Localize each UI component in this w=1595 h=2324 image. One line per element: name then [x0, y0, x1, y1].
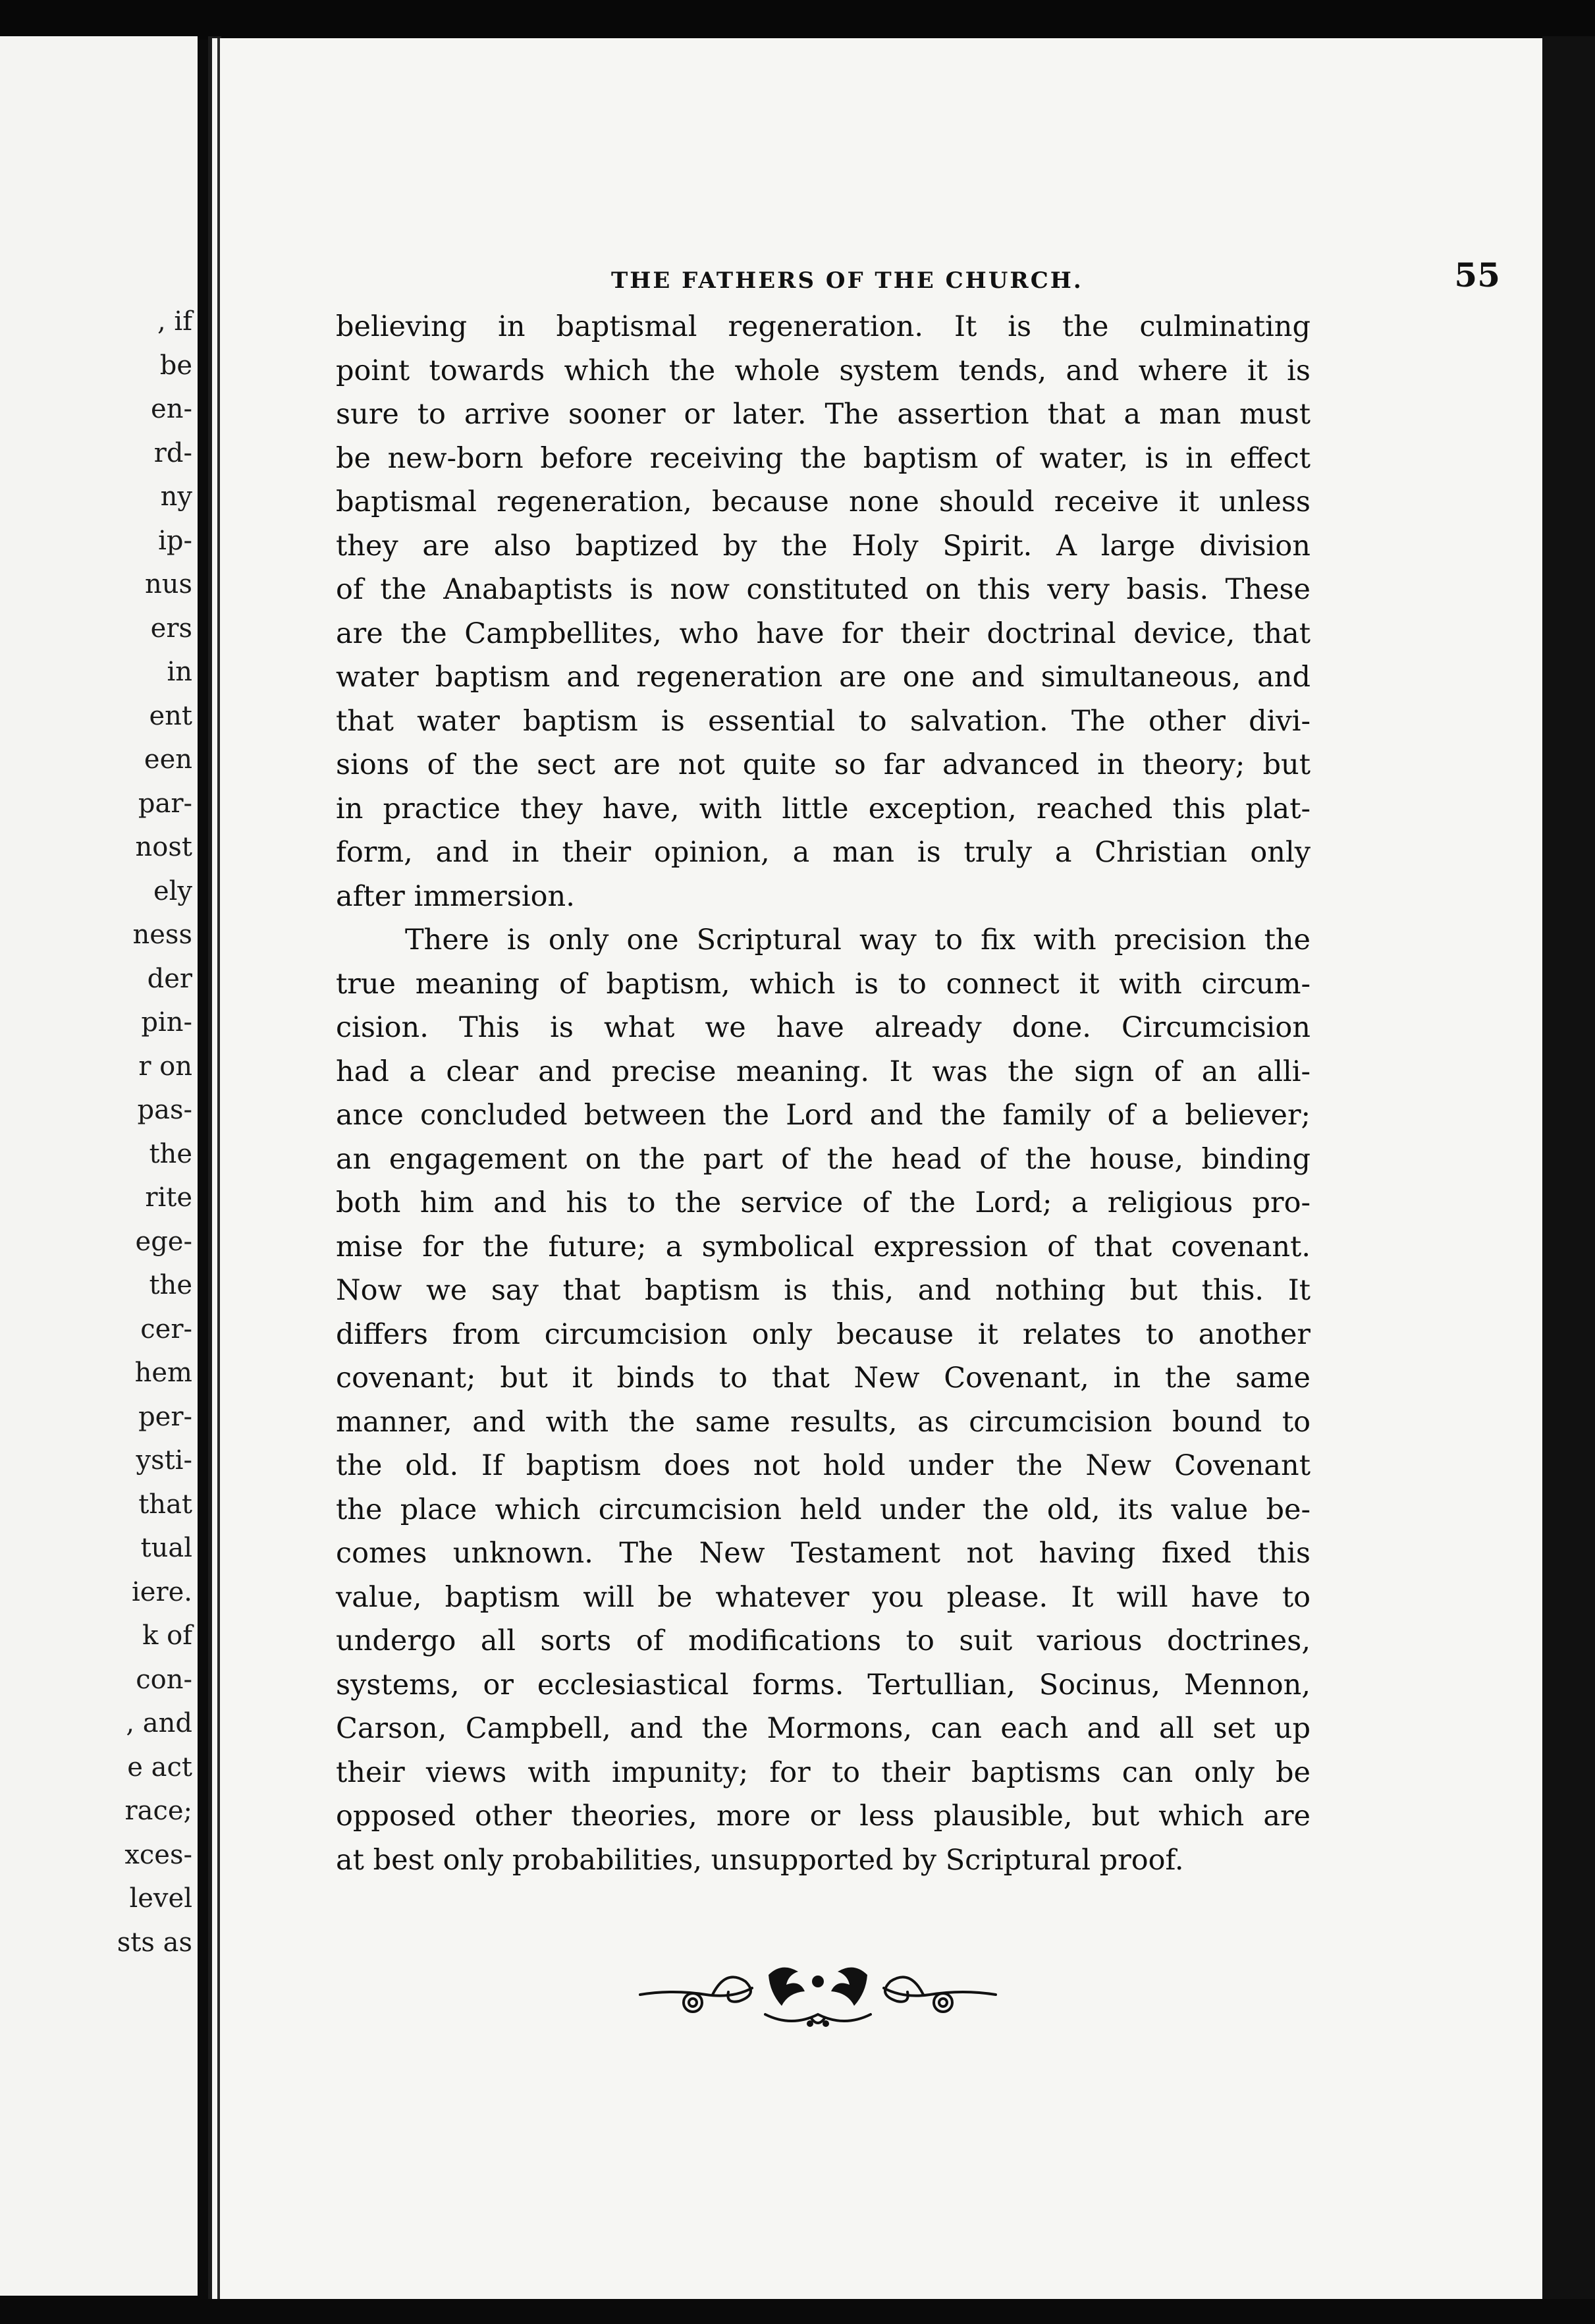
- facing-page-line-fragment: nost: [135, 832, 192, 862]
- facing-page-line-fragment: iere.: [132, 1576, 192, 1607]
- text-line: both him and his to the service of the Lord; a religious pro-: [336, 1186, 1311, 1219]
- fleuron-ornament-icon: [634, 1955, 1002, 2034]
- facing-page-line-fragment: rd-: [153, 437, 192, 468]
- text-line: manner, and with the same results, as circumcision bound to: [336, 1405, 1311, 1439]
- text-line: There is only one Scriptural way to fix with precision the: [405, 924, 1311, 956]
- facing-page-line-fragment: tual: [140, 1533, 192, 1563]
- book-page: [212, 38, 1542, 2299]
- text-line: are the Campbellites, who have for their doctrinal device, that: [336, 617, 1311, 650]
- facing-page-line-fragment: par-: [138, 788, 192, 819]
- text-line: Carson, Campbell, and the Mormons, can each and all set up: [336, 1712, 1311, 1745]
- page-number: 55: [1454, 256, 1500, 294]
- text-line: sure to arrive sooner or later. The assertion that a man must: [336, 398, 1311, 431]
- text-line: Now we say that baptism is this, and nothing but this. It: [336, 1274, 1311, 1307]
- scan-bottom-border: [0, 2299, 1595, 2324]
- facing-page-line-fragment: the: [149, 1138, 192, 1169]
- facing-page-line-fragment: r on: [138, 1051, 192, 1082]
- facing-page-fragment: [0, 36, 198, 2296]
- facing-page-line-fragment: level: [129, 1883, 192, 1914]
- text-line: at best only probabilities, unsupported by Scriptural proof.: [336, 1843, 1184, 1877]
- facing-page-line-fragment: con-: [136, 1664, 192, 1695]
- text-line: comes unknown. The New Testament not having fixed this: [336, 1537, 1311, 1570]
- facing-page-line-fragment: ysti-: [136, 1445, 192, 1476]
- text-line: opposed other theories, more or less plausible, but which are: [336, 1800, 1311, 1833]
- facing-page-line-fragment: sts as: [117, 1927, 192, 1958]
- running-head-title: THE FATHERS OF THE CHURCH.: [611, 267, 1083, 294]
- facing-page-line-fragment: e act: [127, 1752, 192, 1783]
- text-line: after immersion.: [336, 879, 575, 913]
- facing-page-line-fragment: in: [167, 657, 192, 687]
- text-line: believing in baptismal regeneration. It is the culminating: [336, 310, 1311, 343]
- paragraph-2: [336, 918, 1311, 1882]
- facing-page-line-fragment: cer-: [140, 1314, 192, 1344]
- facing-page-line-fragment: der: [147, 963, 192, 994]
- facing-page-line-fragment: ers: [150, 613, 192, 644]
- body-text: [336, 305, 1311, 1882]
- facing-page-line-fragment: k of: [142, 1620, 192, 1651]
- facing-page-line-fragment: rite: [145, 1182, 192, 1213]
- text-line: sions of the sect are not quite so far advanced in theory; but: [336, 748, 1311, 781]
- facing-page-line-fragment: ent: [149, 700, 192, 731]
- text-line: the old. If baptism does not hold under the New Covenant: [336, 1449, 1311, 1482]
- facing-page-line-fragment: , if: [157, 306, 192, 337]
- text-line: in practice they have, with little exception, reached this plat-: [336, 792, 1311, 825]
- text-line: covenant; but it binds to that New Covenant, in the same: [336, 1362, 1311, 1395]
- facing-page-line-fragment: per-: [138, 1401, 192, 1432]
- text-line: water baptism and regeneration are one and simultaneous, and: [336, 661, 1311, 694]
- text-line: their views with impunity; for to their baptisms can only be: [336, 1756, 1311, 1789]
- facing-page-line-fragment: ip-: [158, 525, 192, 556]
- facing-page-line-fragment: race;: [124, 1796, 192, 1826]
- facing-page-line-fragment: pin-: [141, 1007, 192, 1038]
- facing-page-line-fragment: xces-: [124, 1839, 192, 1870]
- text-line: value, baptism will be whatever you please. It will have to: [336, 1580, 1311, 1614]
- text-line: mise for the future; a symbolical expression of that covenant.: [336, 1230, 1311, 1263]
- facing-page-line-fragment: that: [138, 1489, 192, 1520]
- text-line: an engagement on the part of the head of the house, binding: [336, 1142, 1311, 1176]
- facing-page-text: [100, 300, 192, 1964]
- scan-top-border: [0, 0, 1595, 40]
- facing-page-line-fragment: pas-: [137, 1095, 192, 1125]
- facing-page-line-fragment: nus: [144, 569, 192, 599]
- paragraph-1: [336, 305, 1311, 918]
- facing-page-line-fragment: en-: [151, 394, 192, 424]
- facing-page-line-fragment: ny: [160, 482, 192, 512]
- facing-page-line-fragment: een: [144, 744, 192, 775]
- text-line: undergo all sorts of modifications to suit various doctrines,: [336, 1624, 1311, 1657]
- text-line: had a clear and precise meaning. It was the sign of an alli-: [336, 1055, 1311, 1088]
- text-line: cision. This is what we have already done. Circumcision: [336, 1011, 1311, 1044]
- text-line: be new-born before receiving the baptism of water, is in effect: [336, 441, 1311, 475]
- text-line: true meaning of baptism, which is to connect it with circum-: [336, 967, 1311, 1001]
- text-line: of the Anabaptists is now constituted on this very basis. These: [336, 573, 1311, 606]
- text-line: differs from circumcision only because it relates to another: [336, 1317, 1311, 1351]
- facing-page-line-fragment: hem: [134, 1358, 192, 1388]
- facing-page-line-fragment: ege-: [135, 1226, 192, 1257]
- text-line: systems, or ecclesiastical forms. Tertullian, Socinus, Mennon,: [336, 1668, 1311, 1702]
- text-line: that water baptism is essential to salvation. The other divi-: [336, 704, 1311, 738]
- facing-page-line-fragment: ness: [132, 920, 192, 950]
- binding-edge: [217, 38, 220, 2299]
- facing-page-line-fragment: the: [149, 1270, 192, 1300]
- text-line: they are also baptized by the Holy Spirit. A large division: [336, 529, 1311, 563]
- text-line: form, and in their opinion, a man is truly a Christian only: [336, 836, 1311, 869]
- text-line: the place which circumcision held under the old, its value be-: [336, 1493, 1311, 1526]
- facing-page-line-fragment: be: [159, 350, 192, 381]
- text-line: baptismal regeneration, because none should receive it unless: [336, 485, 1311, 518]
- text-line: point towards which the whole system tends, and where it is: [336, 354, 1311, 387]
- text-line: ance concluded between the Lord and the family of a believer;: [336, 1099, 1311, 1132]
- running-head: [611, 256, 1500, 302]
- facing-page-line-fragment: , and: [126, 1708, 192, 1738]
- facing-page-line-fragment: ely: [153, 875, 192, 906]
- scan-right-border: [1542, 36, 1595, 2302]
